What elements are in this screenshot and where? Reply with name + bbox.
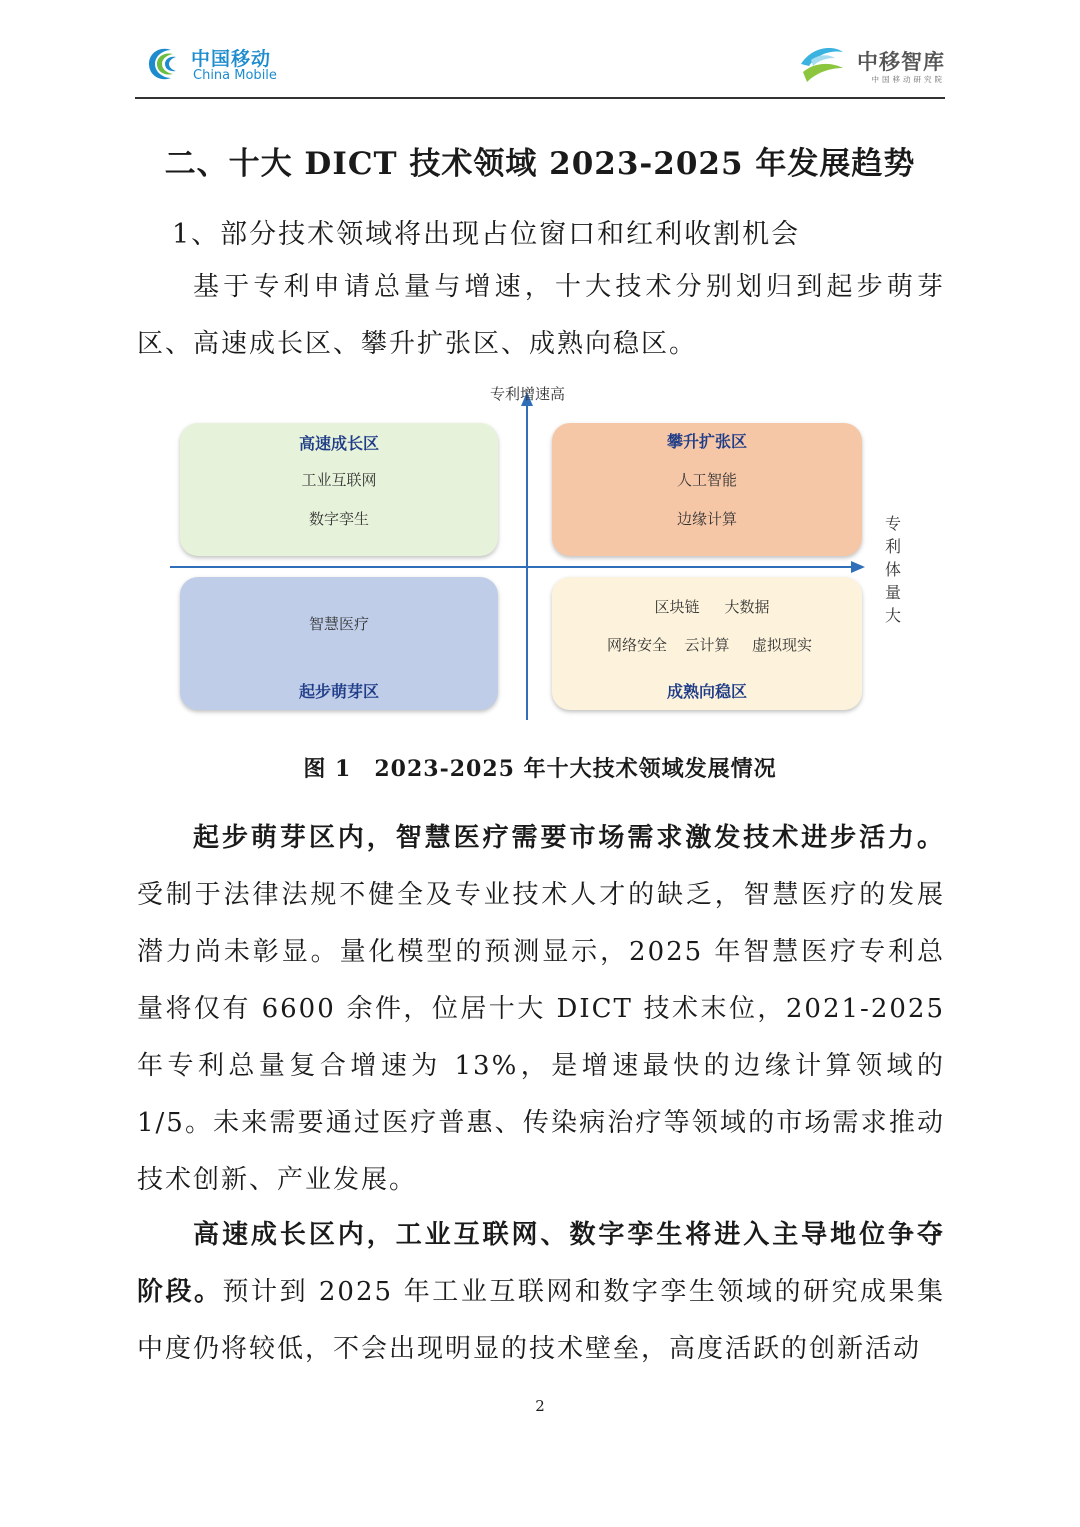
quadrant-item: 边缘计算 bbox=[676, 510, 737, 528]
quadrant-item: 云计算 bbox=[684, 636, 730, 654]
china-mobile-name: 中国移动 bbox=[191, 48, 272, 70]
header-divider bbox=[135, 97, 945, 99]
china-mobile-english: China Mobile bbox=[193, 68, 277, 83]
zhongyi-think-tank-logo-icon bbox=[797, 38, 847, 90]
zhongyi-think-tank-name: 中移智库 bbox=[857, 50, 945, 74]
figure-caption: 图 1 2023-2025 年十大技术领域发展情况 bbox=[303, 756, 777, 782]
quadrant-title: 起步萌芽区 bbox=[298, 682, 379, 701]
intro-paragraph: 基于专利申请总量与增速，十大技术分别划归到起步萌芽区、高速成长区、攀升扩张区、成熟向稳区。 bbox=[137, 272, 945, 359]
quadrant-title: 成熟向稳区 bbox=[666, 682, 747, 701]
section-title: 二、十大 DICT 技术领域 2023-2025 年发展趋势 bbox=[164, 146, 916, 182]
quadrant-axes bbox=[165, 380, 915, 725]
quadrant-item: 人工智能 bbox=[676, 471, 737, 489]
paragraph-body: 受制于法律法规不健全及专业技术人才的缺乏，智慧医疗的发展潜力尚未彰显。量化模型的预测显示，2025 年智慧医疗专利总量将仅有 6600 余件，位居十大 DICT 技术末位，2021-2025 年专利总量复合增速为 13%，是增速最快的边缘计算领域的 1/5。未来需要通过医疗普惠、传染病治疗等领域的市场需求推动技术创新、产业发展。 bbox=[137, 880, 945, 1195]
quadrant-item: 虚拟现实 bbox=[751, 636, 812, 654]
subsection-title: 1、部分技术领域将出现占位窗口和红利收割机会 bbox=[172, 219, 801, 250]
quadrant-item: 智慧医疗 bbox=[308, 615, 369, 633]
quadrant-figure bbox=[165, 380, 915, 725]
paragraph-lead: 起步萌芽区内，智慧医疗需要市场需求激发技术进步活力。 bbox=[193, 823, 945, 853]
page-number: 2 bbox=[535, 1397, 545, 1415]
page-header bbox=[135, 38, 945, 98]
china-mobile-logo-icon bbox=[143, 42, 187, 86]
quadrant-item: 工业互联网 bbox=[301, 471, 377, 489]
quadrant-title: 攀升扩张区 bbox=[666, 432, 747, 451]
quadrant-item: 区块链 bbox=[654, 598, 700, 616]
x-axis-label: 专 利 体 量 大 bbox=[884, 514, 901, 625]
quadrant-item: 大数据 bbox=[724, 598, 770, 616]
paragraph-body: 预计到 2025 年工业互联网和数字孪生领域的研究成果集中度仍将较低，不会出现明显的技术壁垒，高度活跃的创新活动 bbox=[137, 1277, 945, 1364]
quadrant-title: 高速成长区 bbox=[298, 434, 379, 453]
quadrant-item: 数字孪生 bbox=[308, 510, 369, 528]
paragraph-emerging bbox=[137, 810, 945, 1209]
y-axis-label: 专利增速高 bbox=[490, 385, 566, 403]
paragraph-high-growth bbox=[137, 1207, 945, 1378]
zhongyi-think-tank-subtitle: 中国移动研究院 bbox=[871, 75, 945, 84]
paragraph-lead: 高速成长区内，工业互联网、数字孪生将进入主导地位争夺阶段。 bbox=[137, 1220, 945, 1307]
quadrant-item: 网络安全 bbox=[606, 636, 667, 654]
x-axis-arrow-icon bbox=[851, 561, 865, 573]
